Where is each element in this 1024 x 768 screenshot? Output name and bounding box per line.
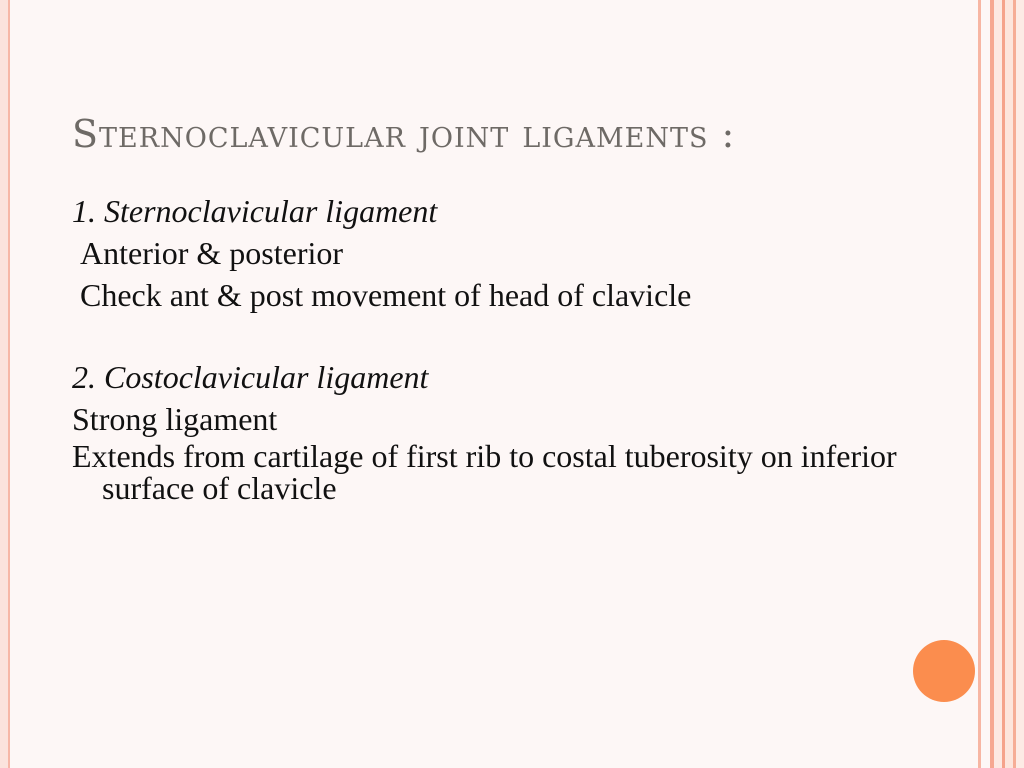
right-decorative-stripes <box>978 0 1024 768</box>
body-line: Check ant & post movement of head of clavicle <box>80 277 692 313</box>
body-line: Anterior & posterior <box>80 235 344 271</box>
section-heading-costoclavicular: 2. Costoclavicular ligament <box>72 359 429 395</box>
body-line: Extends from cartilage of first rib to costal tuberosity on inferior surface of clavicle <box>72 438 897 506</box>
slide-body <box>72 190 932 504</box>
body-line: Strong ligament <box>72 401 278 437</box>
slide-title: Sternoclavicular joint ligaments : <box>72 112 736 156</box>
accent-circle <box>913 640 975 702</box>
left-border <box>0 0 10 768</box>
spacer <box>72 316 932 356</box>
section-heading-sternoclavicular: 1. Sternoclavicular ligament <box>72 193 438 229</box>
